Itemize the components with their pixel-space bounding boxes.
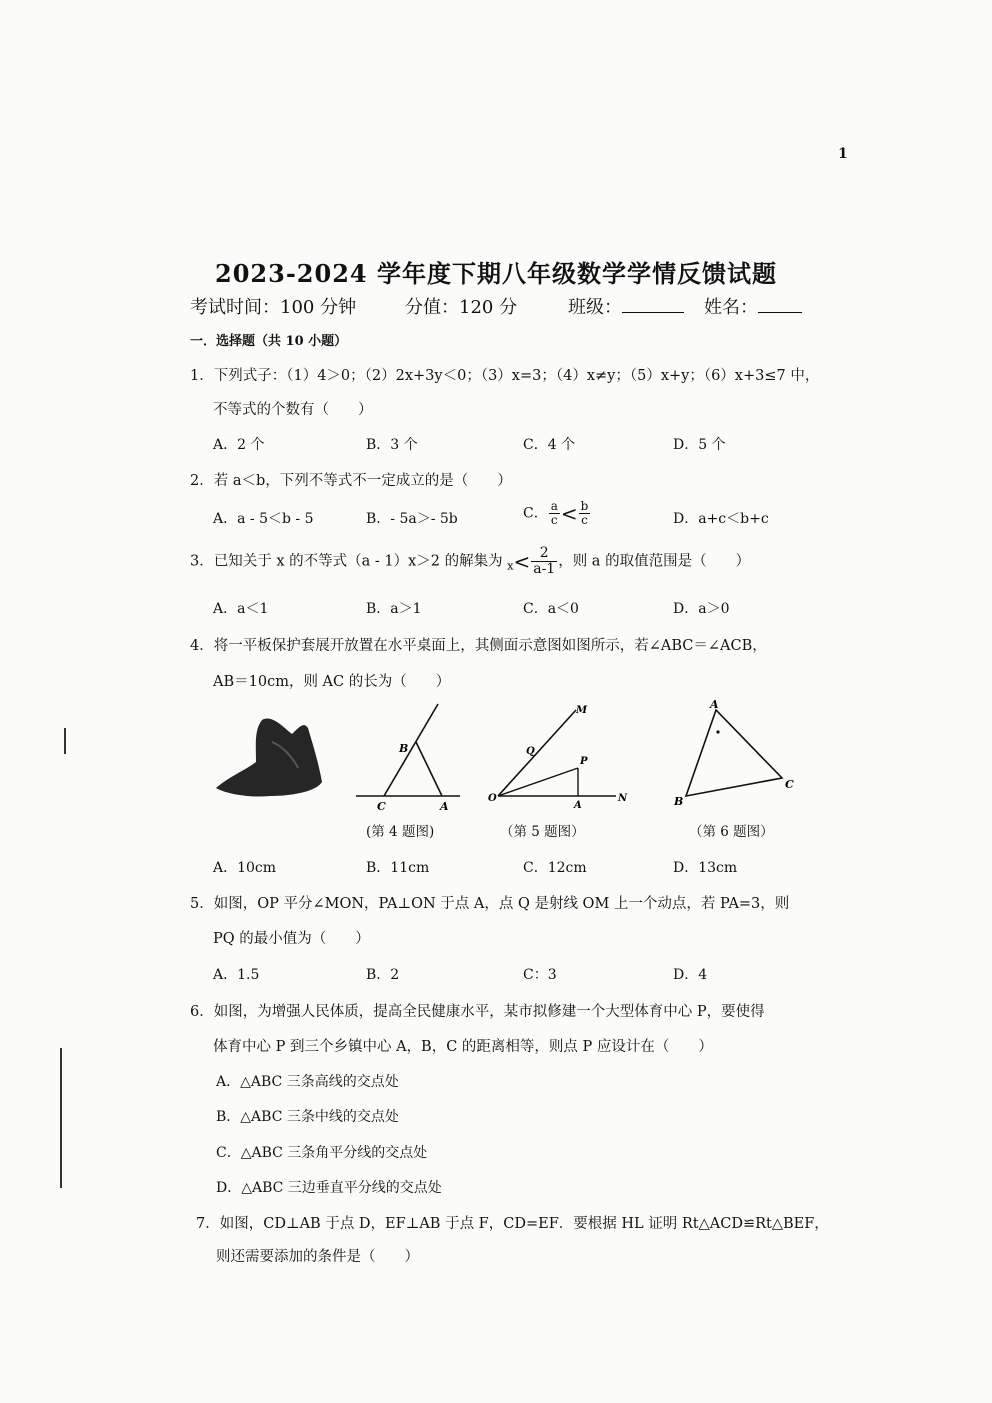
frac-num: a: [550, 499, 558, 513]
q3-less-than: <: [513, 549, 531, 574]
fig5-label-a: A: [574, 800, 582, 811]
exam-score: 分值：120 分: [405, 297, 518, 318]
q3-stem: [190, 546, 750, 577]
q6-option-a: A．△ABC 三条高线的交点处: [216, 1074, 399, 1090]
fig4-label-c: C: [377, 800, 386, 813]
fig4-label-b: B: [399, 742, 409, 755]
tablet-case-photo: [212, 712, 332, 802]
q6-option-d: D．△ABC 三边垂直平分线的交点处: [216, 1180, 442, 1196]
q2-option-c-label: C．: [523, 505, 548, 522]
q6-line1: 6．如图，为增强人民体质，提高全民健康水平，某市拟修建一个大型体育中心 P，要使得: [190, 1004, 765, 1020]
q6-line2: 体育中心 P 到三个乡镇中心 A，B，C 的距离相等，则点 P 应设计在（ ）: [213, 1039, 713, 1055]
fraction-b-over-c: [579, 500, 591, 527]
q4-option-a: A．10cm: [213, 860, 277, 876]
q2-option-a: A．a - 5＜b - 5: [213, 511, 314, 527]
q3-option-b: B．a＞1: [366, 601, 422, 617]
q5-line1: 5．如图，OP 平分∠MON，PA⊥ON 于点 A，点 Q 是射线 OM 上一个动点，若 PA=3，则: [190, 896, 790, 912]
q2-option-d: D．a+c＜b+c: [673, 511, 769, 527]
q1-option-a: A．2 个: [213, 437, 265, 453]
q1-line1: 1．下列式子：（1）4＞0；（2）2x+3y＜0；（3）x=3；（4）x≠y；（5）x+y；（6）x+3≤7 中，: [190, 368, 820, 384]
fig6-label-a: A: [710, 698, 719, 711]
q4-line1: 4．将一平板保护套展开放置在水平桌面上，其侧面示意图如图所示，若∠ABC＝∠ACB，: [190, 638, 767, 654]
fig5-label-p: P: [580, 756, 588, 767]
less-than-sign: <: [560, 501, 578, 526]
q3-suffix: ，则 a 的取值范围是（ ）: [558, 553, 751, 570]
q4-option-d: D．13cm: [673, 860, 738, 876]
q3-option-d: D．a＞0: [673, 601, 730, 617]
scan-mark: [60, 1048, 62, 1188]
q1-line2: 不等式的个数有（ ）: [213, 402, 373, 418]
q5-line2: PQ 的最小值为（ ）: [213, 931, 370, 947]
q1-option-b: B．3 个: [366, 437, 418, 453]
frac-den: c: [550, 513, 558, 527]
name-label: 姓名：: [704, 297, 758, 318]
q5-option-a: A．1.5: [213, 967, 260, 983]
scan-mark: [64, 728, 66, 754]
fig4-label-a: A: [440, 800, 449, 813]
q4-line2: AB＝10cm，则 AC 的长为（ ）: [213, 674, 451, 690]
q5-option-c: C：3: [523, 967, 557, 983]
fig6-label-b: B: [674, 795, 684, 808]
class-label: 班级：: [568, 297, 622, 318]
q1-option-c: C．4 个: [523, 437, 576, 453]
fig6-label-c: C: [785, 778, 794, 791]
exam-time: 考试时间：100 分钟: [190, 297, 357, 318]
frac-num: 2: [531, 546, 557, 562]
fig5-caption: （第 5 题图）: [500, 824, 585, 840]
frac-num: b: [580, 499, 589, 513]
figure-6: [668, 696, 808, 806]
fraction-a-over-c: [549, 500, 560, 527]
figure-5: [488, 700, 638, 810]
q6-option-b: B．△ABC 三条中线的交点处: [216, 1109, 399, 1125]
fig5-label-o: O: [488, 793, 497, 804]
name-field: [704, 293, 802, 319]
q4-option-c: C．12cm: [523, 860, 587, 876]
q1-option-d: D．5 个: [673, 437, 726, 453]
fig6-caption: （第 6 题图）: [689, 824, 774, 840]
q3-prefix: 3．已知关于 x 的不等式（a - 1）x＞2 的解集为: [190, 553, 503, 570]
q5-option-b: B．2: [366, 967, 400, 983]
q2-line1: 2．若 a＜b，下列不等式不一定成立的是（ ）: [190, 473, 512, 489]
q4-option-b: B．11cm: [366, 860, 430, 876]
fig5-label-m: M: [576, 705, 588, 716]
q7-line2: 则还需要添加的条件是（ ）: [216, 1249, 419, 1265]
q3-fraction: [531, 546, 557, 577]
q2-option-b: B．- 5a＞- 5b: [366, 511, 458, 527]
section-heading: 一．选择题（共 10 小题）: [190, 334, 348, 349]
q7-line1: 7．如图，CD⊥AB 于点 D，EF⊥AB 于点 F，CD=EF．要根据 HL 证明 Rt△ACD≌Rt△BEF，: [196, 1216, 829, 1232]
figure-4: [350, 700, 470, 813]
q5-option-d: D．4: [673, 967, 708, 983]
q3-option-a: A．a＜1: [213, 601, 269, 617]
q3-option-c: C．a＜0: [523, 601, 579, 617]
fig5-label-q: Q: [526, 746, 535, 757]
name-blank: [758, 312, 802, 313]
frac-den: a-1: [533, 561, 556, 577]
fig5-label-n: N: [618, 793, 628, 804]
q2-option-c: [523, 500, 591, 527]
q3-x: x: [507, 559, 514, 573]
page-mark: 1: [838, 146, 848, 162]
class-field: [568, 293, 684, 319]
frac-den: c: [581, 513, 588, 527]
fig4-caption: (第 4 题图): [366, 824, 435, 840]
q6-option-c: C．△ABC 三条角平分线的交点处: [216, 1145, 428, 1161]
class-blank: [622, 312, 684, 313]
exam-title: 2023-2024 学年度下期八年级数学学情反馈试题: [215, 259, 777, 288]
